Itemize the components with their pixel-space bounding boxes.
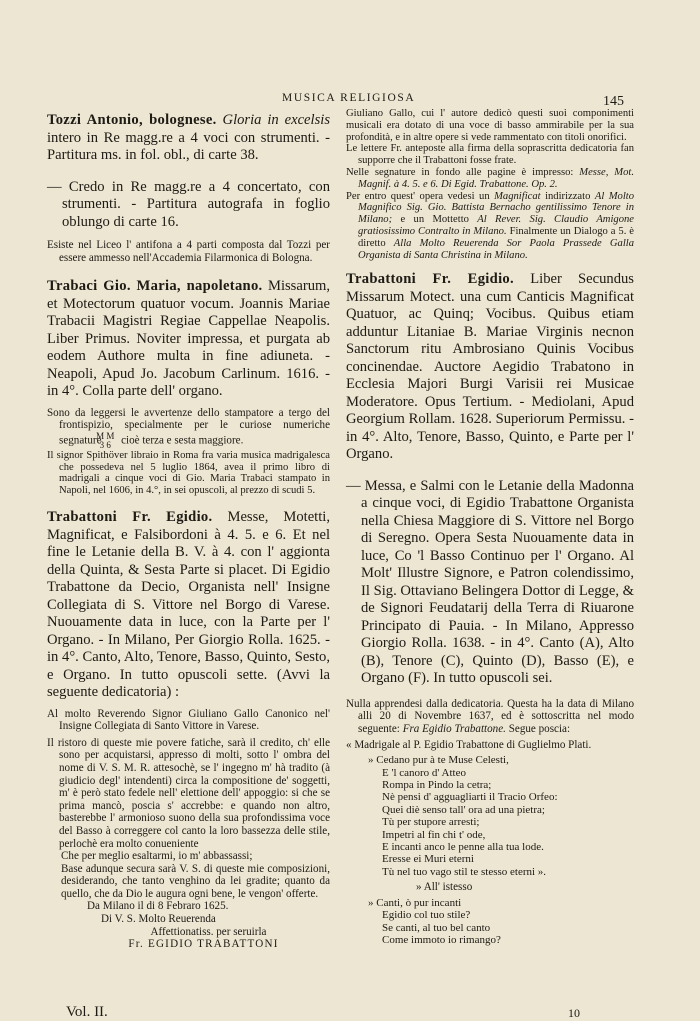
poem-line: » Cedano pur à te Muse Celesti, [368,754,509,767]
note-italic: Al Rever. Sig. Claudio Amigone gratiosissimo Contralto in Milano. [358,214,634,237]
note-text: Segue poscia: [508,723,571,736]
entry-body: Liber Secundus Missarum Motect. una cum Canticis Magnificat Quatuor, ac Quinq; Vocibus. Quibus etiam adduntur Litaniae B. Mariae Virginis necnon Sanctorum ritu Ambrosiano Quinis Vocibus concinendae. Auctore Aegidio Trabatono in Ecclesia Majori Burgi Varisii rei Musicae Moderatore. Opus Tertium. - Mediolani, Apud Georgium Rollam. 1628. Superiorum Permissu. - in 4°. Alto, Tenore, Basso, Quinto, e Parte per l' Organo. [346,271,634,463]
entry-tozzi-credo: — Credo in Re magg.re a 4 concertato, con strumenti. - Partitura autografa in foglio oblungo di carte 16. [47,178,330,230]
note-text: Finalmente un Dialogo a 5. è diretto [358,225,635,249]
entry-body: Messe, Motetti, Magnificat, e Falsibordoni à 4. 5. e 6. Et nel fine le Letanie della B. V. à 4. con l' aggionta della Quinta, & Sesta Parte si placet. Di Egidio Trabattone da Decio, Organista nell' Insigne Collegiata di S. Vittore nel Borgo di Varese. Nuouamente data in luce, con la Parte per l' Organo. - In Milano, Per Giorgio Rolla. 1625. - in 4°. Canto, Alto, Tenore, Basso, Quinto, Sesto, e Organo. In tutto opuscoli sette. (Avvi la seguente dedicatoria) : [47,509,330,701]
page-header [0,86,700,108]
poem-line: Nè pensi d' agguagliarti il Tracio Orfeo: [382,791,558,804]
note-text: e un Mottetto [400,214,469,226]
note-continuation: Giuliano Gallo, cui l' autore dedicò questi suoi componimenti musicali era dotato di una voce di basso ammirabile per la sua profondità, e in altre opere si vede rammentato con titoli onorifici. [346,108,634,143]
poem-subtitle: » All' istesso [416,881,473,894]
dedication-date: Da Milano il di 8 Febraro 1625. [87,900,229,913]
note-text: Nulla apprendesi dalla dedicatoria. Questa ha la data di Milano alli 20 di Novembre 1637, ed è sottoscritta nel modo seguente: [346,697,634,736]
note-signatures [346,167,634,191]
poem-line: Tù per stupore arresti; [382,816,480,829]
dedication-body: Il ristoro di queste mie povere fatiche, sarà il credito, ch' elle sono per acquistarsi, appresso di molti, sotto l' ombra del nome di V. S. M. R. attesochè, se l' ingegno m' hà tradito (à giudicio degl' intendenti) circa la compositione de' soggetti, m' è però stato fedele nell' elettione dell' appoggio: si che se prima mancò, poscia s' accrebbe: e quando non altro, basterebbe l' armonioso suono della sua profondissima voce del Basso à correggere col canto la loro bassezza delle stile, perlochè era molto conueniente [47,736,330,850]
note-italic: Al Molto Magnifico Sig. Gio. Battista Bernacho gentilissimo Tenore in Milano; [358,190,635,226]
note-italic: Fra Egidio Trabattone. [402,723,506,736]
dedication-recipient: Al molto Reverendo Signor Giuliano Gallo Canonico nel' Insigne Collegiata di Santo Vittore in Varese. [47,707,330,733]
poem-line: Come immoto io rimango? [382,934,501,947]
dedication-closing: Di V. S. Molto Reuerenda [101,913,216,926]
entry-name: Trabattoni Fr. Egidio. [47,509,213,526]
note-italic: Alla Molto Reuerenda Sor Paola Prassede Galla Organista di Santa Christina in Milano. [358,237,634,261]
entry-name: Tozzi Antonio, bolognese. [47,112,217,128]
entry-body: intero in Re magg.re a 4 voci con strumenti. - Partitura ms. in fol. obl., di carte 38. [47,129,330,163]
note-italic: Messe, Mot. Magnif. à 4. 5. e 6. Di Egid. Trabattone. Op. 2. [358,166,635,190]
note-text: Sono da leggersi le avvertenze dello stampatore a tergo del frontispizio, specialmente per le curiose numeriche segnature [47,406,330,447]
volume-mark: Vol. II. [66,1004,108,1020]
note-trabaci-2: Il signor Spithöver libraio in Roma fra varia musica madrigalesca che possedeva nel 5 luglio 1864, avea il primo libro di madrigali a cinque voci di Gio. Maria Trabaci stampato in Napoli, nel 1606, in 4.°, in sei opuscoli, al prezzo di scudi 5. [47,449,330,497]
signature-mark: 10 [568,1006,580,1020]
dedication-signature: Fr. EGIDIO TRABATTONI [128,938,279,951]
entry-trabattoni-3: — Messa, e Salmi con le Letanie della Madonna a cinque voci, di Egidio Trabattone Organista nella Chiesa Maggiore di S. Vittore nel Borgo di Seregno. Opera Sesta Nuouamente data in luce, Co 'l Basso Continuo per l' Organo. Al Molt' Illustre Signore, e Patron colendissimo, Il Sig. Ottaviano Belingera Dottor di Legge, & de Signori Feudatarij della Terra di Riuarone Principato di Pauia. - In Milano, Appresso Giorgio Rolla. 1638. - in 4°. Canto (A), Alto (B), Tenore (C), Quinto (D), Basso (E), e Organo (F). In tutto opuscoli sei. [346,477,634,687]
note-text: cioè terza e sesta maggiore. [121,434,244,447]
running-title: MUSICA RELIGIOSA [282,92,416,104]
entry-trabaci [47,278,330,401]
note-text: indirizzato [545,190,591,202]
poem-line: Rompa in Pindo la cetra; [382,779,492,792]
poem-line: » Canti, ò pur incanti [368,896,462,909]
poem-line: E incanti anco le penne alla tua lode. [382,841,544,854]
madrigal-title: « Madrigale al P. Egidio Trabattone di Guglielmo Plati. [346,738,592,751]
entry-trabattoni-1 [47,509,330,702]
poem-madrigal [346,754,634,878]
left-column [47,112,330,951]
fraction-bottom: 3 6 [99,439,111,450]
note-letters: Le lettere Fr. anteposte alla firma della soprascritta dedicatoria fan supporre che il Trabattoni fosse frate. [346,143,634,167]
entry-name: Trabattoni Fr. Egidio. [346,271,514,288]
poem-line: Eresse ei Muri eterni [382,853,474,866]
entry-name: Trabaci Gio. Maria, napoletano. [47,278,263,295]
entry-trabattoni-2 [346,271,634,464]
poem-line: Se canti, al tuo bel canto [382,921,491,934]
page-number: 145 [603,94,624,109]
work-title: Gloria in excelsis [222,112,330,128]
note-italic: Magnificat [494,190,541,202]
note-dedications [346,191,634,262]
fraction-top: M M [96,430,115,441]
dedication-line: Che per meglio esaltarmi, io m' abbassassi; [61,850,253,863]
numeric-signature [96,430,115,450]
dedication-line: Base adunque secura sarà V. S. di queste mie composizioni, desiderando, che tanto venghino da lei gradite; quanto da quello, che da Dio le augura ogni bene, le vengon' offerte. [61,862,330,900]
right-column [346,108,634,947]
poem-line: Tù nel tuo vago stil te stesso eterni ». [382,865,547,878]
dedication-closing: Affettionatiss. per seruirla [150,925,267,938]
poem-line: Quei diè senso tall' ora ad una pietra; [382,803,545,816]
note-text: Nelle segnature in fondo alle pagine è impresso: [346,166,574,178]
poem-second [346,897,634,947]
note-tozzi: Esiste nel Liceo l' antifona a 4 parti composta dal Tozzi per essere ammesso nell'Accademia Filarmonica di Bologna. [47,239,330,264]
poem-line: Egidio col tuo stile? [382,909,471,922]
entry-tozzi [47,112,330,165]
poem-line: Impetri al fin chi t' ode, [382,828,486,841]
entry-body: Missarum, et Motectorum quatuor vocum. Joannis Mariae Trabacii Magistri Regiae Cappellae Neapolis. Liber Primus. Noviter impressa, et purgata ab eodem Authore multa in fine adiuneta. - Neapoli, Apud Jo. Jacobum Carlinum. 1616. - in 4°. Colla parte dell' organo. [47,278,330,400]
poem-line: E 'l canoro d' Atteo [382,766,466,779]
note-trabaci-1 [47,407,330,450]
note-text: Per entro quest' opera vedesi un [346,190,490,202]
note-final [346,698,634,736]
